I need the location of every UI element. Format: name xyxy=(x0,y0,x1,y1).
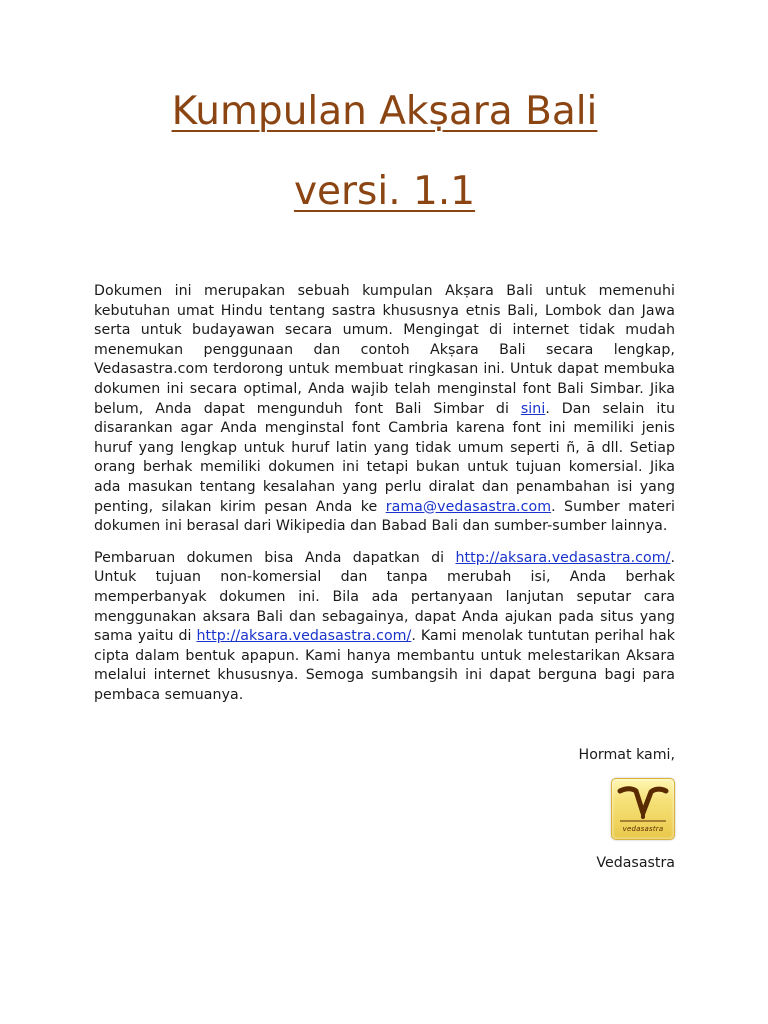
intro-text-part-2: . Dan selain itu disarankan agar Anda menginstal font Cambria karena font ini memiliki jenis huruf yang lengkap untuk huruf latin yang tidak umum seperti ñ, ā dll. Setiap orang berhak memiliki dokumen ini tetapi bukan untuk tujuan komersial. Jika ada masukan tentang kesalahan yang perlu diralat dan penambahan isi yang penting, silakan kirim pesan Anda ke xyxy=(94,400,675,515)
update-text-part-1: Pembaruan dokumen bisa Anda dapatkan di xyxy=(94,549,456,566)
update-text-part-2: . Untuk tujuan non-komersial dan tanpa merubah isi, Anda berhak memperbanyak dokumen ini. Bila ada pertanyaan lanjutan seputar cara menggunakan aksara Bali dan sebagainya, dapat Anda ajukan pada situs yang sama yaitu di xyxy=(94,549,675,645)
aksara-site-link-1[interactable]: http://aksara.vedasastra.com/ xyxy=(455,549,671,566)
intro-text-part-3: . Sumber materi dokumen ini berasal dari Wikipedia dan Babad Bali dan sumber-sumber lainnya. xyxy=(94,498,675,535)
signature: Vedasastra xyxy=(596,855,675,872)
intro-paragraph xyxy=(94,282,675,537)
logo-container xyxy=(94,778,675,840)
update-text-part-3: . Kami menolak tuntutan perihal hak cipta dalam bentuk apapun. Kami hanya membantu untuk melestarikan Aksara melalui internet khususnya. Semoga sumbangsih ini dapat berguna bagi para pembaca semuanya. xyxy=(94,628,675,703)
update-paragraph xyxy=(94,549,675,706)
document-page xyxy=(94,0,675,874)
intro-text-part-1: Dokumen ini merupakan sebuah kumpulan Akṣara Bali untuk memenuhi kebutuhan umat Hindu tentang sastra khususnya etnis Bali, Lombok dan Jawa serta untuk budayawan secara umum. Mengingat di internet tidak mudah menemukan penggunaan dan contoh Akṣara Bali secara lengkap, Vedasastra.com terdorong untuk membuat ringkasan ini. Untuk dapat membuka dokumen ini secara optimal, Anda wajib telah menginstal font Bali Simbar. Jika belum, Anda dapat mengunduh font Bali Simbar di xyxy=(94,283,675,417)
title-line-1: Kumpulan Akṣara Bali xyxy=(171,89,598,134)
closing-salutation: Hormat kami, xyxy=(578,747,675,764)
font-download-link[interactable]: sini xyxy=(520,400,546,417)
email-link[interactable]: rama@vedasastra.com xyxy=(385,498,552,515)
document-title xyxy=(94,72,675,232)
logo-text: vedasastra xyxy=(622,825,664,834)
aksara-site-link-2[interactable]: http://aksara.vedasastra.com/ xyxy=(196,628,412,645)
vedasastra-logo-icon xyxy=(611,778,675,840)
title-line-2: versi. 1.1 xyxy=(293,169,476,214)
title-block xyxy=(94,72,675,282)
